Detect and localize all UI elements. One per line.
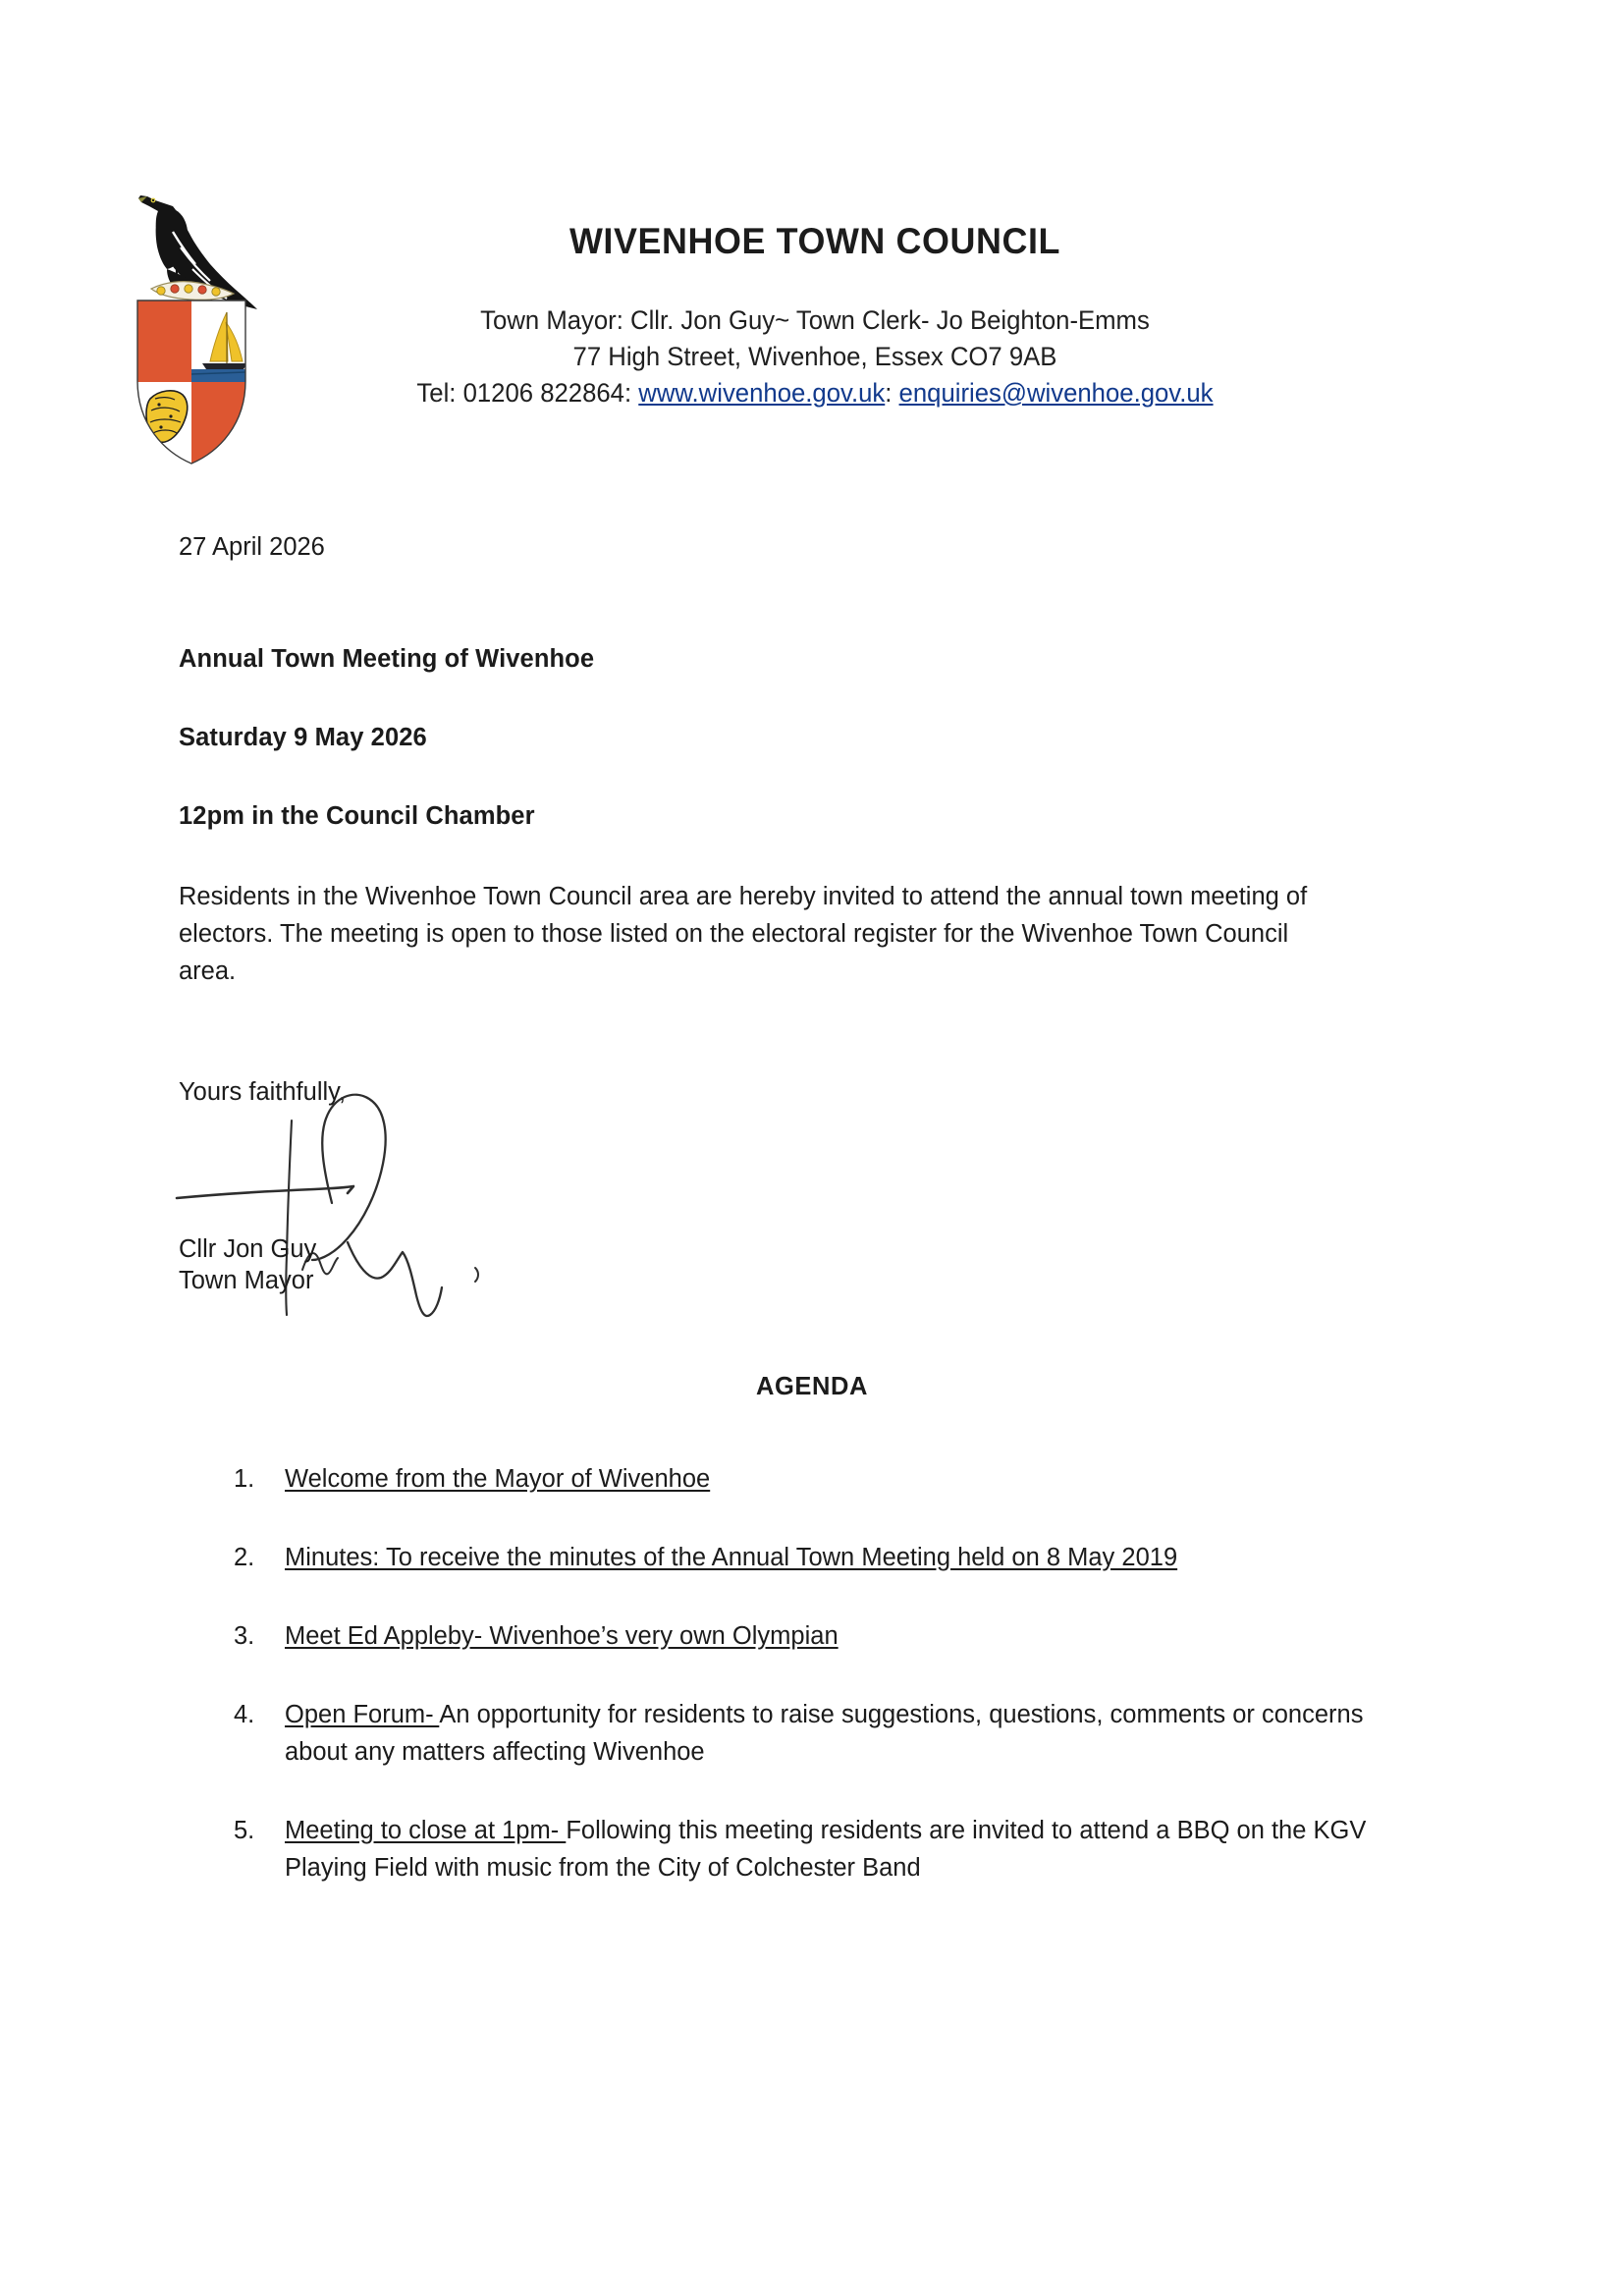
agenda-item-title: Open Forum- [285,1701,440,1728]
meeting-date: Saturday 9 May 2026 [179,724,427,751]
agenda-item-detail: An opportunity for residents to raise suggestions, questions, comments or concerns about any matters affecting Wivenhoe [285,1701,1364,1766]
address-line: 77 High Street, Wivenhoe, Essex CO7 9AB [572,341,1057,371]
invitation-paragraph: Residents in the Wivenhoe Town Council area are hereby invited to attend the annual town meeting of electors. The meeting is open to those listed on the electoral register for the Wivenhoe Town Council area. [179,883,1308,985]
contact-details [339,302,1291,411]
agenda-item-number: 3. [234,1622,255,1650]
agenda-item-number: 2. [234,1544,255,1571]
agenda-item-number: 1. [234,1465,255,1493]
letter-body [179,530,1381,990]
shield-icon [137,301,247,469]
agenda-item [234,1539,1412,1576]
agenda-item-title: Meeting to close at 1pm- [285,1817,567,1844]
agenda-item-number: 5. [234,1817,255,1844]
signature-block [179,1075,866,1360]
agenda-item-title: Minutes: To receive the minutes of the Annual Town Meeting held on 8 May 2019 [285,1544,1178,1571]
agenda-item [234,1812,1438,1886]
meeting-time-venue: 12pm in the Council Chamber [179,802,535,830]
agenda-item-number: 4. [234,1701,255,1728]
website-link[interactable]: www.wivenhoe.gov.uk [638,377,886,408]
agenda-list [234,1460,1412,1928]
telephone-label: Tel: 01206 822864: [416,377,639,408]
email-link[interactable]: enquiries@wivenhoe.gov.uk [898,377,1214,408]
closing-salutation: Yours faithfully, [179,1078,347,1106]
letter-date: 27 April 2026 [179,533,325,561]
letterhead-text [324,175,1306,411]
agenda-item [234,1617,1412,1655]
signatory-role: Town Mayor [179,1267,314,1294]
agenda-item [234,1696,1384,1771]
agenda-item-detail: Following this meeting residents are invited to attend a BBQ on the KGV Playing Field with music from the City of Colchester Band [285,1817,1367,1882]
agenda-heading: AGENDA [755,1373,869,1400]
agenda-item [234,1460,1412,1498]
agenda-item-title: Welcome from the Mayor of Wivenhoe [285,1465,711,1493]
coat-of-arms-icon [126,175,293,469]
page-title: WIVENHOE TOWN COUNCIL [568,221,1061,261]
contact-line [339,375,1291,411]
link-separator: : [885,377,899,408]
agenda-item-title: Meet Ed Appleby- Wivenhoe’s very own Olympian [285,1622,839,1650]
signatory-name: Cllr Jon Guy [179,1235,317,1263]
meeting-title: Annual Town Meeting of Wivenhoe [179,645,595,673]
officers-line: Town Mayor: Cllr. Jon Guy~ Town Clerk- Jo Beighton-Emms [480,304,1150,335]
letterhead [0,175,1624,469]
